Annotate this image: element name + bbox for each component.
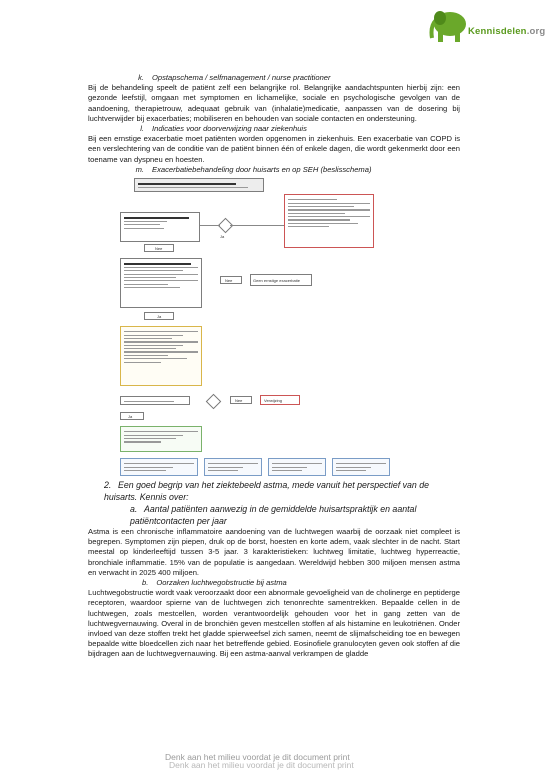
paragraph-l: Bij een ernstige exacerbatie moet patiënten worden opgenomen in ziekenhuis. Een exacerbatie van COPD is een verslechtering van de conditie van de patiënt binnen één of enkele dagen, die wordt gekenmerkt door een toename van dyspneu en hoesten. <box>88 134 460 164</box>
heading-l: l. Indicaties voor doorverwijzing naar ziekenhuis <box>140 124 307 134</box>
flow-referral-box: Verwijzing <box>260 395 300 405</box>
flow-antibiotic-box-4 <box>332 458 390 476</box>
paragraph-b: Luchtwegobstructie wordt vaak veroorzaakt door een abnormale gevoeligheid van de cholinerge en peptiderge receptoren, waardoor spierne van de luchtwegen zich tenonrechte samentrekken. Bepaalde cellen in de luchtwegen, zoals mestcellen, worden verantwoordelijk gehouden voor het in gang zetten van de luchtwegvernauwing. Overal in de bronchiën geven mestcellen stoffen af als histamine en leukotriënen. Onder invloed van deze stoffen trekt het gladde spierweefsel zich samen, neemt de slijmafscheiding toe en bewegen bepaalde witte bloedcellen zich naar het betreffende gebied. Eosinofiele granulocyten geven ook stoffen af die bijdragen aan de luchtwegvernauwing. Bij een astma-aanval verkrampen de gladde <box>88 588 460 659</box>
flow-alarm-box <box>284 194 374 248</box>
footer-watermark: Denk aan het milieu voordat je dit document print <box>165 752 350 762</box>
document-page <box>88 73 460 660</box>
heading-a: a. Aantal patiënten aanwezig in de gemiddelde huisartspraktijk en aantal patiëntcontacten per jaar <box>130 504 417 527</box>
flow-nee-box-3: Nee <box>230 396 252 404</box>
flow-improvement-box <box>120 396 190 405</box>
paragraph-k: Bij de behandeling speelt de patiënt zelf een belangrijke rol. Belangrijke aandachtspunten hierbij zijn: een gezonde leefstijl, omgaan met symptomen en lichamelijke, sociale en psychologische gevolgen van de aandoening, therapietrouw, adequaat gebruik van (inhalatie)medicatie, aanpassen van de dosering bij luchtverwijder bij exacerbaties; mobiliseren en behouden van sociale contacten en ondersteuning. <box>88 83 460 123</box>
flow-title-box <box>134 178 264 192</box>
flow-ja-box: Ja <box>144 312 174 320</box>
exacerbation-flowchart: Ja Nee Nee Geen ernstige exacerbatie Ja Nee Verwijzing Ja <box>120 176 440 476</box>
flow-antibiotic-box-3 <box>268 458 326 476</box>
flow-antibiotic-box-1 <box>120 458 198 476</box>
paragraph-a: Astma is een chronische inflammatoire aandoening van de luchtwegen waarbij de oorzaak niet compleet is begrepen. Symptomen zijn piepen, druk op de borst, hoesten en korte adem, vaak slechter in de nacht. Start meestal op kinderleeftijd tussen 3-5 jaar. 3 karakteristieken: luchtweg limitatie, luchtweg hyperreactie, bronchiale inflammatie. 15% van de populatie is aangedaan. Wereldwijd hebben 300 miljoen mensen astma en verwacht in 2025 400 miljoen. <box>88 527 460 577</box>
flow-prednisolone-box <box>120 426 202 452</box>
footer-watermark-shadow: Denk aan het milieu voordat je dit document print <box>169 760 354 770</box>
heading-b: b. Oorzaken luchtwegobstructie bij astma <box>142 578 287 588</box>
elephant-logo-icon <box>428 4 470 48</box>
flow-treatment-box <box>120 326 202 386</box>
flow-antibiotic-box-2 <box>204 458 262 476</box>
flow-no-severe-box: Geen ernstige exacerbatie <box>250 274 312 286</box>
flow-symptoms-box <box>120 212 200 242</box>
item-2: 2. Een goed begrip van het ziektebeeld astma, mede vanuit het perspectief van de huisarts. Kennis over: <box>104 480 430 503</box>
kennisdelen-logo[interactable] <box>428 4 546 52</box>
flow-ja-box-2: Ja <box>120 412 144 420</box>
flow-severity-box <box>120 258 202 308</box>
heading-m: m. Exacerbatiebehandeling door huisarts en op SEH (beslisschema) <box>135 164 372 174</box>
flow-nee-box-2: Nee <box>220 276 242 284</box>
flow-decision-2 <box>206 394 222 410</box>
logo-text: Kennisdelen.org <box>468 26 546 37</box>
heading-k: k. Opstapschema / selfmanagement / nurse practitioner <box>138 73 331 82</box>
flow-nee-box-1: Nee <box>144 244 174 252</box>
